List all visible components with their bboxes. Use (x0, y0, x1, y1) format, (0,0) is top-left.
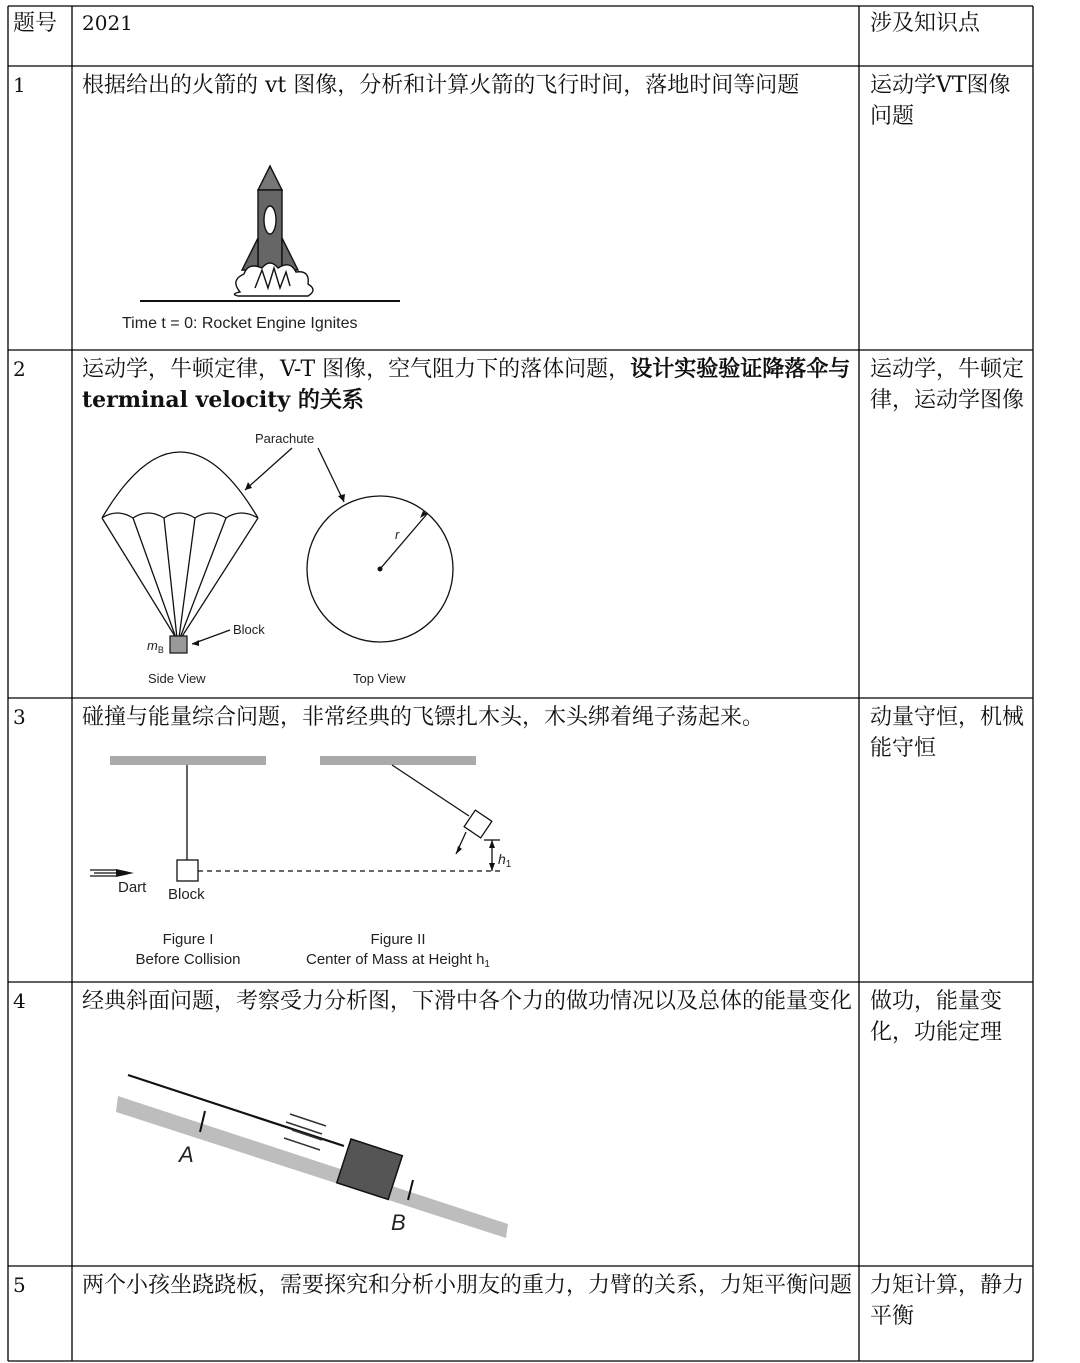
row3-description: 碰撞与能量综合问题，非常经典的飞镖扎木头，木头绑着绳子荡起来。 (82, 705, 765, 730)
row5-topic: 力矩计算，静力平衡 (870, 1273, 1025, 1329)
dart-pendulum-figure (86, 750, 526, 975)
row5-description: 两个小孩坐跷跷板，需要探究和分析小朋友的重力，力臂的关系，力矩平衡问题 (82, 1273, 853, 1298)
figure1-subtitle: Before Collision (135, 951, 241, 968)
point-a-label: A (179, 1142, 194, 1167)
block-label-fig1: Block (168, 886, 205, 903)
rocket-caption: Time t = 0: Rocket Engine Ignites (122, 315, 358, 332)
top-view-label: Top View (353, 671, 406, 686)
side-view-label: Side View (148, 671, 206, 686)
block-label: Block (233, 622, 265, 637)
header-number: 题号 (13, 11, 58, 36)
row4-topic: 做功，能量变化，功能定理 (870, 989, 1003, 1045)
h1-label: $h_1$ (498, 851, 512, 870)
figure1-title: Figure I (162, 931, 214, 948)
figure2-title: Figure II (370, 931, 426, 948)
row3-topic: 动量守恒，机械能守恒 (870, 705, 1025, 761)
parachute-label: Parachute (255, 431, 315, 446)
dart-label: Dart (118, 879, 147, 896)
radius-label: r (395, 527, 400, 542)
incline-figure (108, 1066, 528, 1246)
parachute-figure (90, 426, 510, 692)
row4-number: 4 (13, 989, 26, 1013)
header-topic: 涉及知识点 (870, 11, 981, 36)
row2-description (82, 354, 852, 416)
row2-number: 2 (13, 357, 26, 381)
row2-description-bold: 设计实验验证降落伞与 terminal velocity 的关系 (82, 356, 851, 413)
header-year: 2021 (82, 11, 133, 35)
row3-number: 3 (13, 705, 26, 729)
row1-topic: 运动学VT图像问题 (870, 73, 1011, 129)
mass-label: $m_B$ (147, 638, 164, 655)
row2-description-plain: 运动学，牛顿定律，V-T 图像，空气阻力下的落体问题， (82, 357, 631, 382)
rocket-figure (100, 160, 440, 340)
row5-number: 5 (13, 1273, 26, 1297)
row1-description: 根据给出的火箭的 vt 图像，分析和计算火箭的飞行时间，落地时间等问题 (82, 73, 800, 98)
row4-description: 经典斜面问题，考察受力分析图，下滑中各个力的做功情况以及总体的能量变化 (82, 989, 853, 1014)
row1-number: 1 (13, 73, 26, 97)
figure2-subtitle: Center of Mass at Height $h_1$ (306, 951, 490, 970)
row2-topic: 运动学，牛顿定律，运动学图像 (870, 357, 1025, 413)
point-b-label: B (391, 1210, 406, 1235)
